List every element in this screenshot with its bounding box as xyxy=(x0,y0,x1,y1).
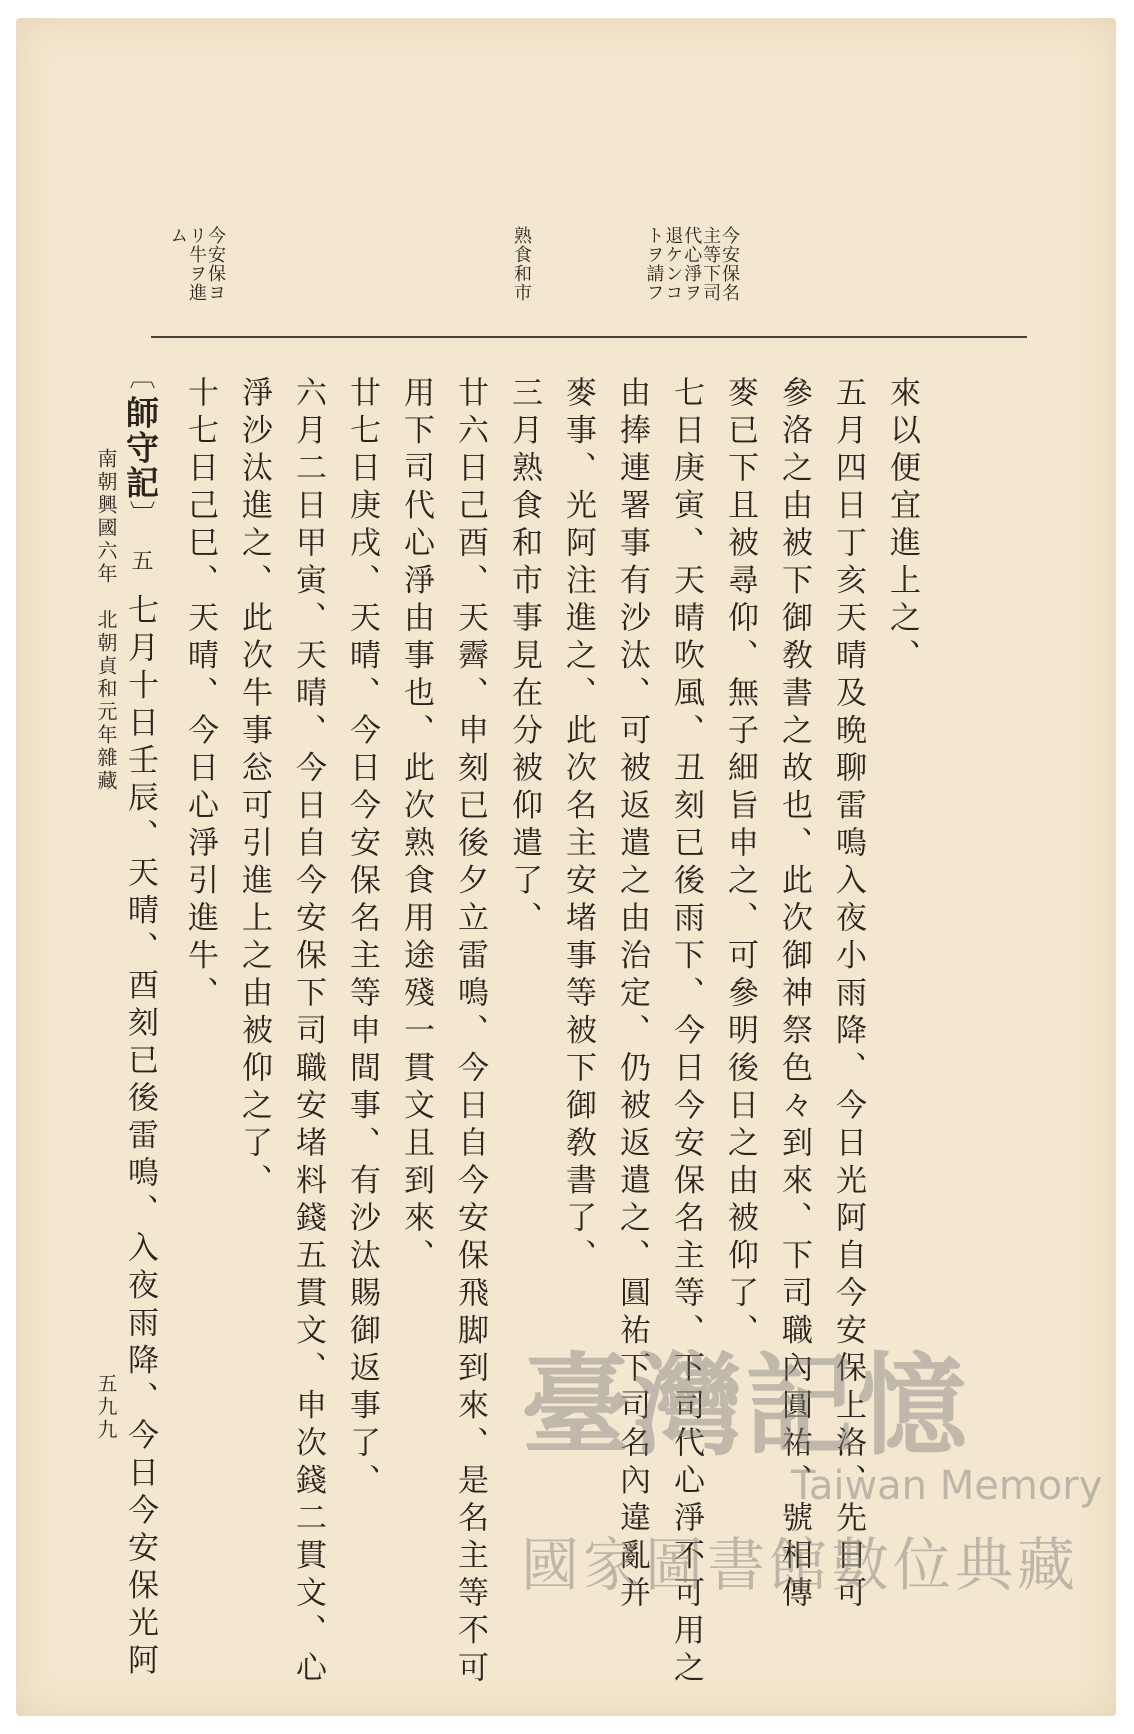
text-column-2: 五月四日丁亥天晴及晩聊雷鳴入夜小雨降、今日光阿自今安保上洛、先日可 xyxy=(830,376,866,1614)
source-title: 師守記 xyxy=(121,395,160,501)
text-column-5: 七日庚寅、天晴吹風、丑刻已後雨下、今日今安保名主等、下司代心淨不可用之 xyxy=(668,376,704,1689)
text-column-13: 淨沙汰進之、此次牛事忩可引進上之由被仰之了、 xyxy=(236,376,272,1201)
text-column-1: 來以便宜進上之、 xyxy=(884,376,920,676)
text-column-15-body: 七月十日壬辰、天晴、酉刻已後雷鳴、入夜雨降、今日今安保光阿 xyxy=(122,593,158,1681)
watermark-brush-text: 臺灣記憶 xyxy=(521,1341,969,1470)
margin-note-3: 今安保ヨリ牛ヲ進ム xyxy=(167,226,226,302)
header-divider xyxy=(151,336,1027,338)
watermark-english: Taiwan Memory xyxy=(791,1463,1103,1509)
text-column-4: 麥已下且被尋仰、無子細旨申之、可參明後日之由被仰了、 xyxy=(722,376,758,1351)
text-column-11: 廿七日庚戌、天晴、今日今安保名主等申間事、有沙汰賜御返事了、 xyxy=(344,376,380,1501)
source-bracket-close: 〕 xyxy=(125,500,155,533)
watermark-chinese: 國家圖書館數位典藏 xyxy=(521,1531,1080,1599)
margin-note-1: 今安保名主等下司代心淨ヲ退ケンコトヲ請フ xyxy=(643,226,740,302)
text-column-14: 十七日己巳、天晴、今日心淨引進牛、 xyxy=(182,376,218,1014)
document-page xyxy=(16,18,1116,1716)
text-column-7: 麥事、光阿注進之、此次名主安堵事等被下御敎書了、 xyxy=(560,376,596,1276)
text-column-10: 用下司代心淨由事也、此次熟食用途殘一貫文且到來、 xyxy=(398,376,434,1276)
era-label: 南朝興國六年 北朝貞和元年雜藏 xyxy=(94,448,118,793)
page-number: 五九九 xyxy=(94,1373,118,1442)
text-column-15 xyxy=(121,363,160,1681)
source-bracket-open: 〔 xyxy=(125,363,155,396)
margin-note-2: 熟食和市 xyxy=(511,226,532,302)
text-column-3: 參洛之由被下御敎書之故也、此次御神祭色々到來、下司職內圓祐、號相傳 xyxy=(776,376,812,1614)
text-column-8: 三月熟食和市事見在分被仰遣了、 xyxy=(506,376,542,939)
source-sequence: 五 xyxy=(128,549,153,578)
text-column-9: 廿六日己酉、天霽、申刻已後夕立雷鳴、今日自今安保飛脚到來、是名主等不可 xyxy=(452,376,488,1689)
text-column-12: 六月二日甲寅、天晴、今日自今安保下司職安堵料錢五貫文、申次錢二貫文、心 xyxy=(290,376,326,1689)
text-column-6: 由捧連署事有沙汰、可被返遣之由治定、仍被返遣之、圓祐下司名內違亂并 xyxy=(614,376,650,1614)
